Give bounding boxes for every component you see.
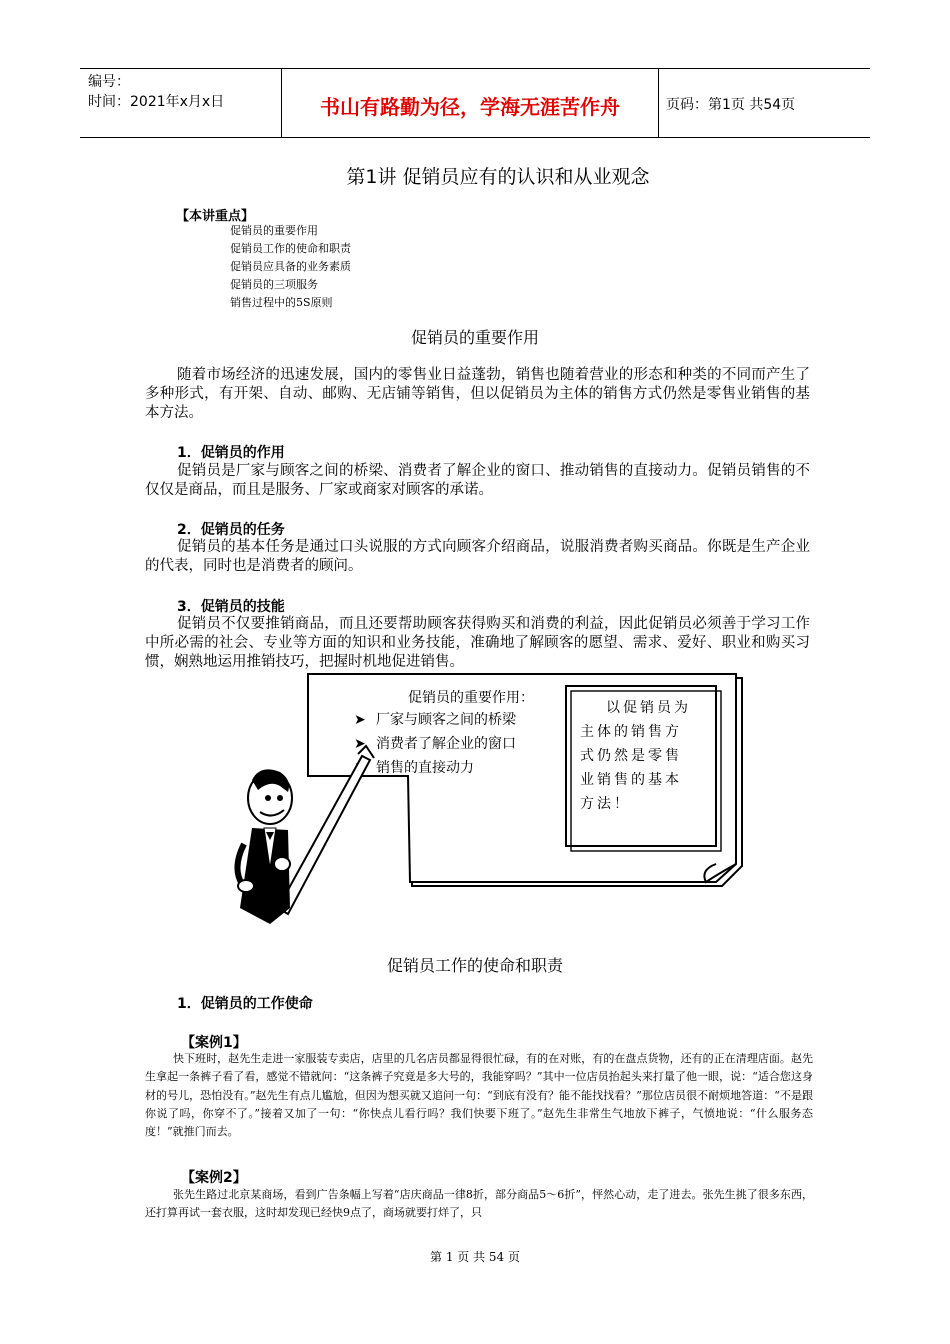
subsection-title: 1．促销员的工作使命 [177,996,313,1012]
arrow-bullet-icon: ➤ [354,712,366,728]
board-title: 促销员的重要作用： [408,690,534,706]
note-line: 式仍然是零售 [580,748,682,764]
key-points-list [230,222,351,312]
note-line: 方法！ [580,796,631,812]
subsection-text: 促销员的基本任务是通过口头说服的方式向顾客介绍商品，说服消费者购买商品。你既是生产企业的代表，同时也是消费者的顾问。 [145,539,810,574]
board-bullet: 消费者了解企业的窗口 [376,736,516,752]
section-intro: 随着市场经济的迅速发展，国内的零售业日益蓬勃，销售也随着营业的形态和种类的不同而产生了多种形式，有开架、自动、邮购、无店铺等销售，但以促销员为主体的销售方式仍然是零售业销售的基本方法。 [145,367,810,421]
header-divider [658,69,659,137]
subsection-title: 2．促销员的任务 [177,522,285,538]
board-bullet: 厂家与顾客之间的桥梁 [376,712,516,728]
header-motto: 书山有路勤为径，学海无涯苦作舟 [320,95,620,119]
page-footer: 第 1 页 共 54 页 [430,1250,520,1264]
key-point-item: 促销员的重要作用 [230,224,318,237]
section-heading: 促销员的重要作用 [410,328,539,347]
lecture-title: 第1讲 促销员应有的认识和从业观念 [346,166,650,188]
note-line: 主体的销售方 [580,724,682,740]
header-page-info: 页码：第1页 共54页 [666,97,796,113]
key-point-item: 促销员工作的使命和职责 [230,242,351,255]
subsection-text: 促销员是厂家与顾客之间的桥梁、消费者了解企业的窗口、推动销售的直接动力。促销员销售的不仅仅是商品，而且是服务、厂家或商家对顾客的承诺。 [145,463,810,498]
page-header [80,68,870,138]
arrow-bullet-icon: ➤ [354,736,366,752]
header-meta [88,72,224,112]
subsection-text: 促销员不仅要推销商品，而且还要帮助顾客获得购买和消费的利益，因此促销员必须善于学习工作中所必需的社会、专业等方面的知识和业务技能，准确地了解顾客的愿望、需求、爱好、职业和购买习惯，娴熟地运用推销技巧，把握时机地促进销售。 [145,616,810,670]
key-points-heading: 【本讲重点】 [176,209,255,224]
key-point-item: 促销员的三项服务 [230,278,318,291]
case-text: 快下班时，赵先生走进一家服装专卖店，店里的几名店员都显得很忙碌，有的在对账，有的在盘点货物，还有的正在清理店面。赵先生拿起一条裤子看了看，感觉不错就问：“这条裤子究竟是多大号的，我能穿吗？”其中一位店员抬起头来打量了他一眼，说：“适合您这身材的号儿，恐怕没有。”赵先生有点儿尴尬，但因为想买就又追问一句：“到底有没有？能不能找找看？”那位店员很不耐烦地答道：“不是跟你说了吗，你穿不了。”接着又加了一句：“你快点儿看行吗？我们快要下班了。”赵先生非常生气地放下裤子，气愤地说：“什么服务态度！”就推门而去。 [145,1052,813,1139]
salesman-illustration [230,668,750,936]
case-text: 张先生路过北京某商场，看到广告条幅上写着“店庆商品一律8折，部分商品5～6折”，怦然心动，走了进去。张先生挑了很多东西，还打算再试一套衣服，这时却发现已经快9点了，商场就要打烊了，只 [145,1188,813,1220]
key-point-item: 促销员应具备的业务素质 [230,260,351,273]
number-label: 编号： [88,74,130,90]
note-line: 以促销员为 [606,700,691,716]
section-heading: 促销员工作的使命和职责 [386,956,563,975]
subsection-title: 1．促销员的作用 [177,445,285,461]
key-point-item: 销售过程中的5S原则 [230,296,333,309]
case-title: 【案例2】 [181,1170,247,1186]
cartoon-man [237,769,292,924]
board-bullet: 销售的直接动力 [376,760,474,776]
note-line: 业销售的基本 [580,772,682,788]
time-label: 时间：2021年x月x日 [88,94,225,110]
subsection-title: 3．促销员的技能 [177,599,285,615]
case-title: 【案例1】 [181,1035,247,1051]
